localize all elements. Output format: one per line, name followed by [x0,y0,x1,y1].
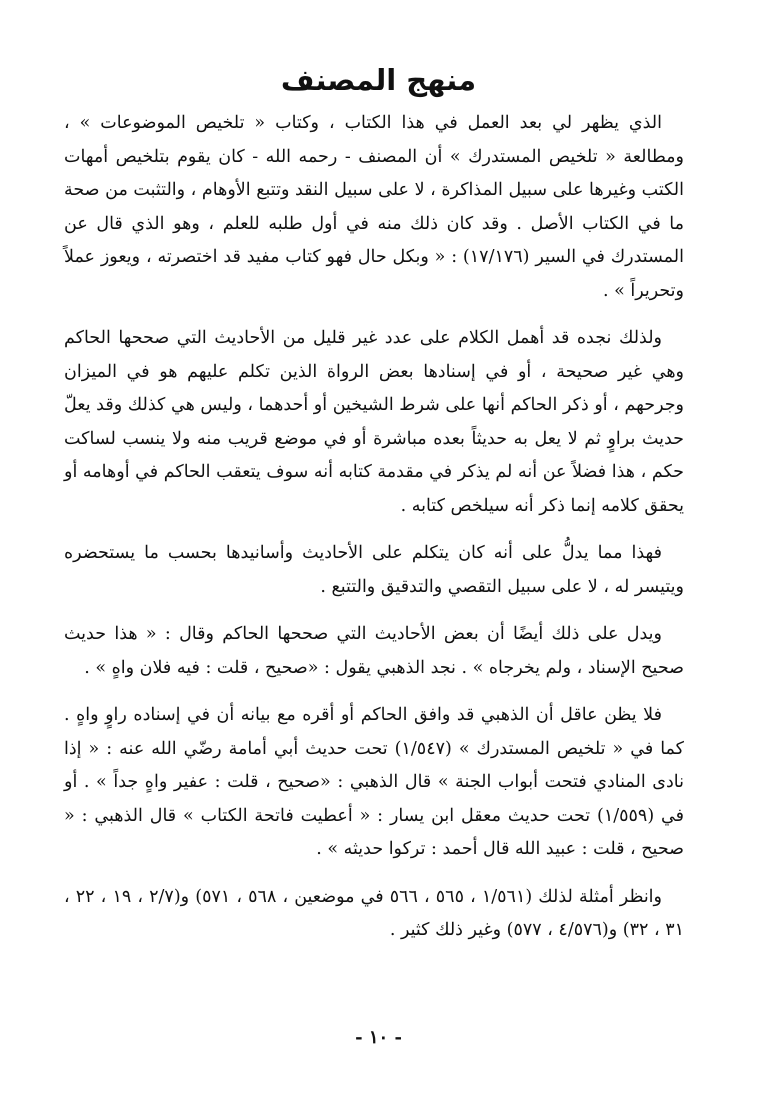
paragraph-1: الذي يظهر لي بعد العمل في هذا الكتاب ، وكتاب « تلخيص الموضوعات » ، ومطالعة « تلخيص المستدرك » أن المصنف - رحمه الله - كان يقوم بتلخيص أمهات الكتب وغيرها على سبيل المذاكرة ، لا على سبيل النقد وتتبع الأوهام ، والتثبت من صحة ما في الكتاب الأصل . وقد كان ذلك منه في أول طلبه للعلم ، وهو الذي قال عن المستدرك في السير (١٧/١٧٦) : « وبكل حال فهو كتاب مفيد قد اختصرته ، ويعوز عملاً وتحريراً » . [64,113,684,301]
paragraph-3: فهذا مما يدلُّ على أنه كان يتكلم على الأحاديث وأسانيدها بحسب ما يستحضره ويتيسر له ، لا على سبيل التقصي والتدقيق والتتبع . [64,543,684,597]
paragraph-4: ويدل على ذلك أيضًا أن بعض الأحاديث التي صححها الحاكم وقال : « هذا حديث صحيح الإسناد ، ولم يخرجاه » . نجد الذهبي يقول : «صحيح ، قلت : فيه فلان واهٍ » . [64,624,684,678]
paragraph-2: ولذلك نجده قد أهمل الكلام على عدد غير قليل من الأحاديث التي صححها الحاكم وهي غير صحيحة ، أو في إسنادها بعض الرواة الذين تكلم عليهم هو في الميزان وجرحهم ، أو ذكر الحاكم أنها على شرط الشيخين أو أحدهما ، وليس هي كذلك وقد يعلّ حديث براوٍ ثم لا يعل به حديثاً بعده مباشرة أو في موضع قريب منه ولا ينسب لساكت حكم ، هذا فضلاً عن أنه لم يذكر في مقدمة كتابه أنه سوف يتعقب الحاكم في أوهامه أو يحقق كلامه إنما ذكر أنه سيلخص كتابه . [64,328,684,516]
page-number: - ١٠ - [355,1027,402,1048]
paragraph-6: وانظر أمثلة لذلك (١/٥٦١ ، ٥٦٥ ، ٥٦٦ في موضعين ، ٥٦٨ ، ٥٧١) و(٢/٧ ، ١٩ ، ٢٢ ، ٣١ ، ٣٢) و(٤/٥٧٦ ، ٥٧٧) وغير ذلك كثير . [64,886,684,940]
body-text [64,107,684,948]
page-title: منهج المصنف [280,63,477,97]
paragraph-5: فلا يظن عاقل أن الذهبي قد وافق الحاكم أو أقره مع بيانه أن في إسناده راوٍ واهٍ . كما في « تلخيص المستدرك » (١/٥٤٧) تحت حديث أبي أمامة رضّي الله عنه : « إذا نادى المنادي فتحت أبواب الجنة » قال الذهبي : «صحيح ، قلت : عفير واهٍ جداً » . أو في (١/٥٥٩) تحت حديث معقل ابن يسار : « أعطيت فاتحة الكتاب » قال الذهبي : « صحيح ، قلت : عبيد الله قال أحمد : تركوا حديثه » . [64,705,684,859]
